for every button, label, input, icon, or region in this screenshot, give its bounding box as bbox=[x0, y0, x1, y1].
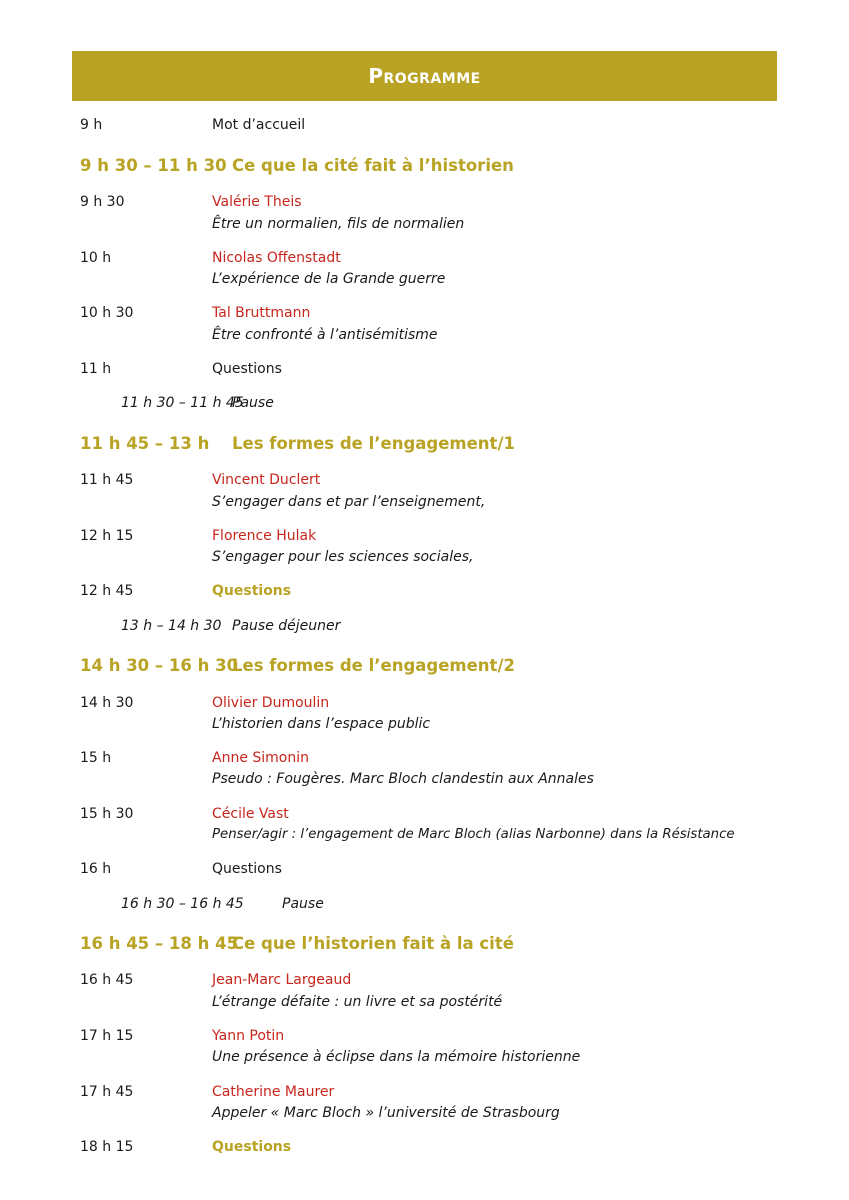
talk-speaker: Florence Hulak bbox=[212, 528, 317, 544]
talk-title: S’engager pour les sciences sociales, bbox=[212, 549, 474, 565]
talk-time: 11 h 45 bbox=[80, 472, 134, 488]
talk-title: Appeler « Marc Bloch » l’université de Strasbourg bbox=[212, 1105, 560, 1121]
talk-time: 12 h 15 bbox=[80, 528, 134, 544]
questions-label: Questions bbox=[212, 583, 292, 599]
talk-time: 16 h 45 bbox=[80, 972, 134, 988]
talk-time: 17 h 15 bbox=[80, 1028, 134, 1044]
questions-label: Questions bbox=[212, 361, 282, 377]
questions-time: 11 h bbox=[80, 361, 112, 377]
section-title: Ce que l’historien fait à la cité bbox=[232, 934, 514, 953]
section-time: 9 h 30 – 11 h 30 bbox=[80, 156, 227, 175]
talk-title: Être confronté à l’antisémitisme bbox=[212, 327, 438, 343]
pause-label: Pause bbox=[232, 395, 274, 411]
talk-speaker: Cécile Vast bbox=[212, 806, 289, 822]
talk-title: L’étrange défaite : un livre et sa postérité bbox=[212, 994, 503, 1010]
talk-speaker: Anne Simonin bbox=[212, 750, 310, 766]
questions-time: 12 h 45 bbox=[80, 583, 134, 599]
talk-time: 10 h 30 bbox=[80, 305, 134, 321]
talk-title: Une présence à éclipse dans la mémoire historienne bbox=[212, 1049, 581, 1065]
pause-label: Pause déjeuner bbox=[232, 618, 341, 634]
talk-title: Être un normalien, fils de normalien bbox=[212, 216, 465, 232]
pause-time: 16 h 30 – 16 h 45 bbox=[121, 896, 244, 912]
talk-speaker: Olivier Dumoulin bbox=[212, 695, 330, 711]
talk-speaker: Tal Bruttmann bbox=[212, 305, 311, 321]
pause-time: 11 h 30 – 11 h 45 bbox=[121, 395, 244, 411]
talk-speaker: Catherine Maurer bbox=[212, 1084, 335, 1100]
questions-time: 16 h bbox=[80, 861, 112, 877]
section-title: Les formes de l’engagement/2 bbox=[232, 656, 515, 675]
talk-time: 15 h 30 bbox=[80, 806, 134, 822]
section-time: 14 h 30 – 16 h 30 bbox=[80, 656, 239, 675]
talk-title: S’engager dans et par l’enseignement, bbox=[212, 494, 486, 510]
talk-speaker: Jean-Marc Largeaud bbox=[212, 972, 352, 988]
opening-label: Mot d’accueil bbox=[212, 117, 306, 133]
talk-time: 10 h bbox=[80, 250, 112, 266]
talk-speaker: Yann Potin bbox=[212, 1028, 285, 1044]
section-time: 11 h 45 – 13 h bbox=[80, 434, 210, 453]
opening-time: 9 h bbox=[80, 117, 103, 133]
pause-label: Pause bbox=[282, 896, 324, 912]
talk-speaker: Valérie Theis bbox=[212, 194, 302, 210]
talk-title: L’expérience de la Grande guerre bbox=[212, 271, 446, 287]
talk-title: Penser/agir : l’engagement de Marc Bloch (alias Narbonne) dans la Résistance bbox=[212, 827, 735, 842]
talk-time: 14 h 30 bbox=[80, 695, 134, 711]
talk-speaker: Vincent Duclert bbox=[212, 472, 321, 488]
questions-label: Questions bbox=[212, 861, 282, 877]
talk-time: 17 h 45 bbox=[80, 1084, 134, 1100]
questions-label: Questions bbox=[212, 1139, 292, 1155]
questions-time: 18 h 15 bbox=[80, 1139, 134, 1155]
talk-speaker: Nicolas Offenstadt bbox=[212, 250, 341, 266]
pause-time: 13 h – 14 h 30 bbox=[121, 618, 222, 634]
talk-time: 9 h 30 bbox=[80, 194, 125, 210]
programme-banner bbox=[72, 51, 777, 101]
page-title: Programme bbox=[368, 64, 481, 88]
section-time: 16 h 45 – 18 h 45 bbox=[80, 934, 239, 953]
section-title: Ce que la cité fait à l’historien bbox=[232, 156, 514, 175]
talk-title: Pseudo : Fougères. Marc Bloch clandestin aux Annales bbox=[212, 771, 594, 787]
section-title: Les formes de l’engagement/1 bbox=[232, 434, 515, 453]
talk-title: L’historien dans l’espace public bbox=[212, 716, 431, 732]
talk-time: 15 h bbox=[80, 750, 112, 766]
